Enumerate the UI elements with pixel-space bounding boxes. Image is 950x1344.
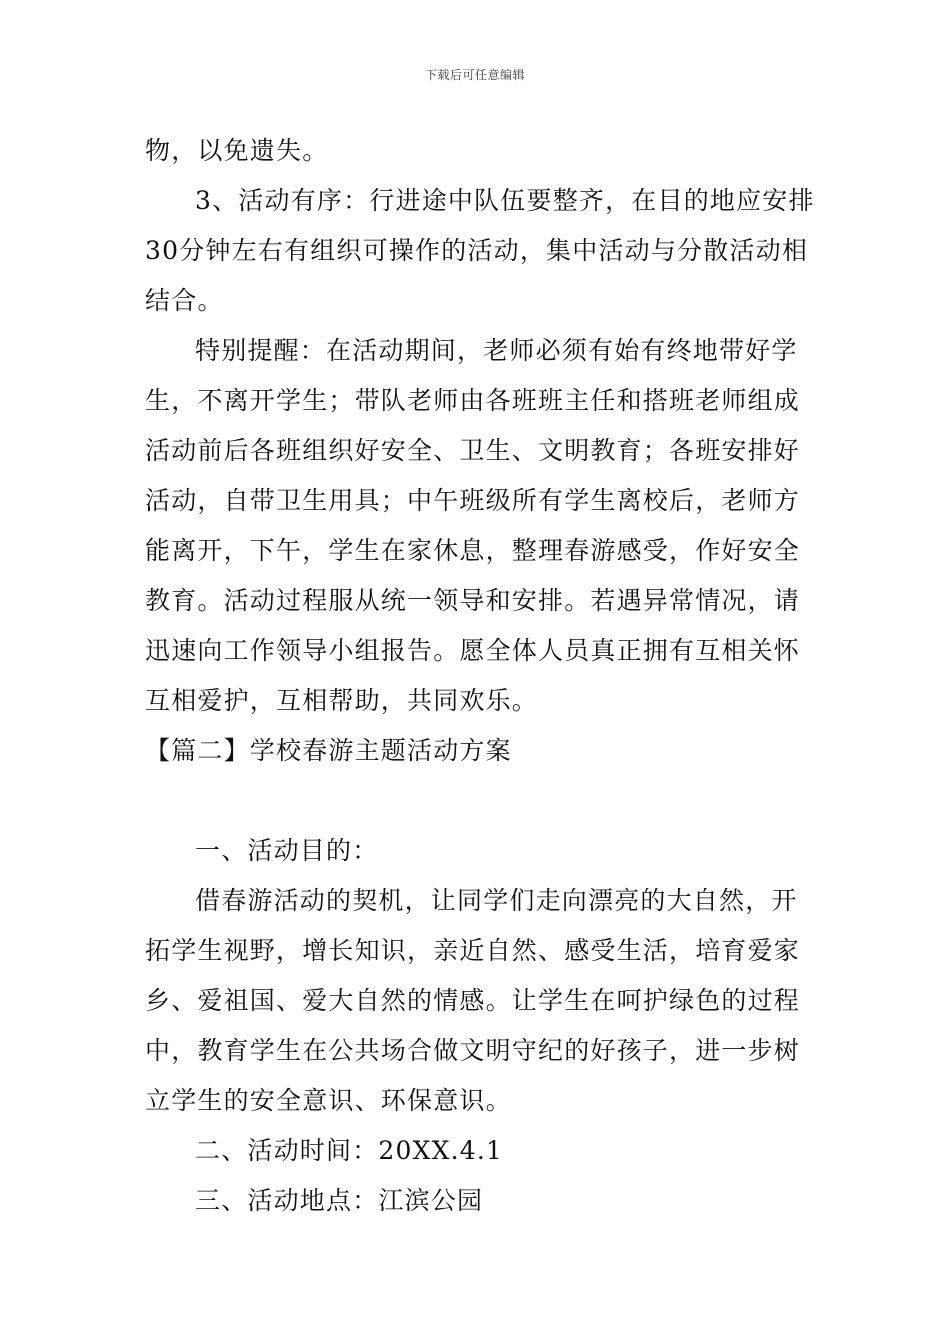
subsection-heading: 一、活动目的： (195, 836, 379, 865)
text-line: 借春游活动的契机，让同学们走向漂亮的大自然，开 (195, 886, 798, 915)
text-line: 物，以免遗失。 (145, 136, 329, 165)
text-line: 迅速向工作领导小组报告。愿全体人员真正拥有互相关怀 (145, 636, 801, 665)
text-line: 立学生的安全意识、环保意识。 (145, 1086, 512, 1115)
text-line: 能离开，下午，学生在家休息，整理春游感受，作好安全 (145, 536, 801, 565)
section-heading: 【篇二】学校春游主题活动方案 (145, 736, 512, 765)
text-line: 结合。 (145, 286, 224, 315)
text-line: 生，不离开学生；带队老师由各班班主任和搭班老师组成 (145, 386, 801, 415)
text-line: 拓学生视野，增长知识，亲近自然、感受生活，培育爱家 (145, 936, 801, 965)
subsection-heading: 二、活动时间：20XX.4.1 (195, 1136, 504, 1165)
page-header: 下载后可任意编辑 (424, 68, 525, 82)
text-line: 30分钟左右有组织可操作的活动，集中活动与分散活动相 (145, 236, 809, 265)
text-line: 中，教育学生在公共场合做文明守纪的好孩子，进一步树 (145, 1036, 801, 1065)
text-line: 特别提醒：在活动期间，老师必须有始有终地带好学 (195, 336, 798, 365)
text-line: 3、活动有序：行进途中队伍要整齐，在目的地应安排 (195, 186, 815, 215)
text-line: 教育。活动过程服从统一领导和安排。若遇异常情况，请 (145, 586, 801, 615)
text-line: 活动前后各班组织好安全、卫生、文明教育；各班安排好 (145, 436, 801, 465)
text-line: 活动，自带卫生用具；中午班级所有学生离校后，老师方 (145, 486, 801, 515)
text-line: 乡、爱祖国、爱大自然的情感。让学生在呵护绿色的过程 (145, 986, 801, 1015)
text-line: 互相爱护，互相帮助，共同欢乐。 (145, 686, 539, 715)
subsection-heading: 三、活动地点：江滨公园 (195, 1186, 484, 1215)
